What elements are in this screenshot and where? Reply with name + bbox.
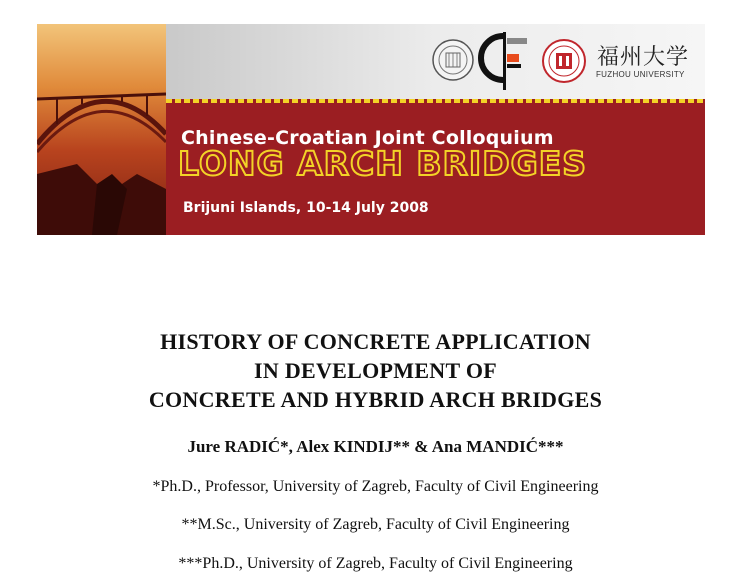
paper-authors: Jure RADIĆ*, Alex KINDIJ** & Ana MANDIĆ*** — [187, 437, 564, 456]
affiliation-3: ***Ph.D., University of Zagreb, Faculty of Civil Engineering — [178, 555, 573, 572]
affiliation-1: *Ph.D., Professor, University of Zagreb, Faculty of Civil Engineering — [152, 478, 599, 495]
title-line-3: CONCRETE AND HYBRID ARCH BRIDGES — [148, 387, 603, 412]
fuzhou-university-name: FUZHOU UNIVERSITY — [596, 70, 685, 79]
conference-subtitle: Chinese-Croatian Joint Colloquium — [181, 127, 554, 149]
paper-title — [0, 327, 751, 414]
conference-location-date: Brijuni Islands, 10-14 July 2008 — [183, 200, 429, 216]
conference-banner — [37, 24, 705, 235]
university-of-zagreb-seal-icon — [431, 38, 475, 82]
arch-bridge-photo — [37, 24, 166, 235]
fuzhou-university-chinese-name: 福州大学 — [597, 45, 690, 70]
conference-title: LONG ARCH BRIDGES — [178, 144, 588, 183]
arch-bridge-icon — [37, 24, 166, 235]
affiliation-2: **M.Sc., University of Zagreb, Faculty of Civil Engineering — [181, 516, 570, 533]
fuzhou-university-seal-icon — [541, 38, 587, 84]
faculty-civil-engineering-logo-icon — [477, 30, 529, 92]
title-line-1: HISTORY OF CONCRETE APPLICATION — [160, 329, 591, 354]
title-line-2: IN DEVELOPMENT OF — [253, 358, 498, 383]
